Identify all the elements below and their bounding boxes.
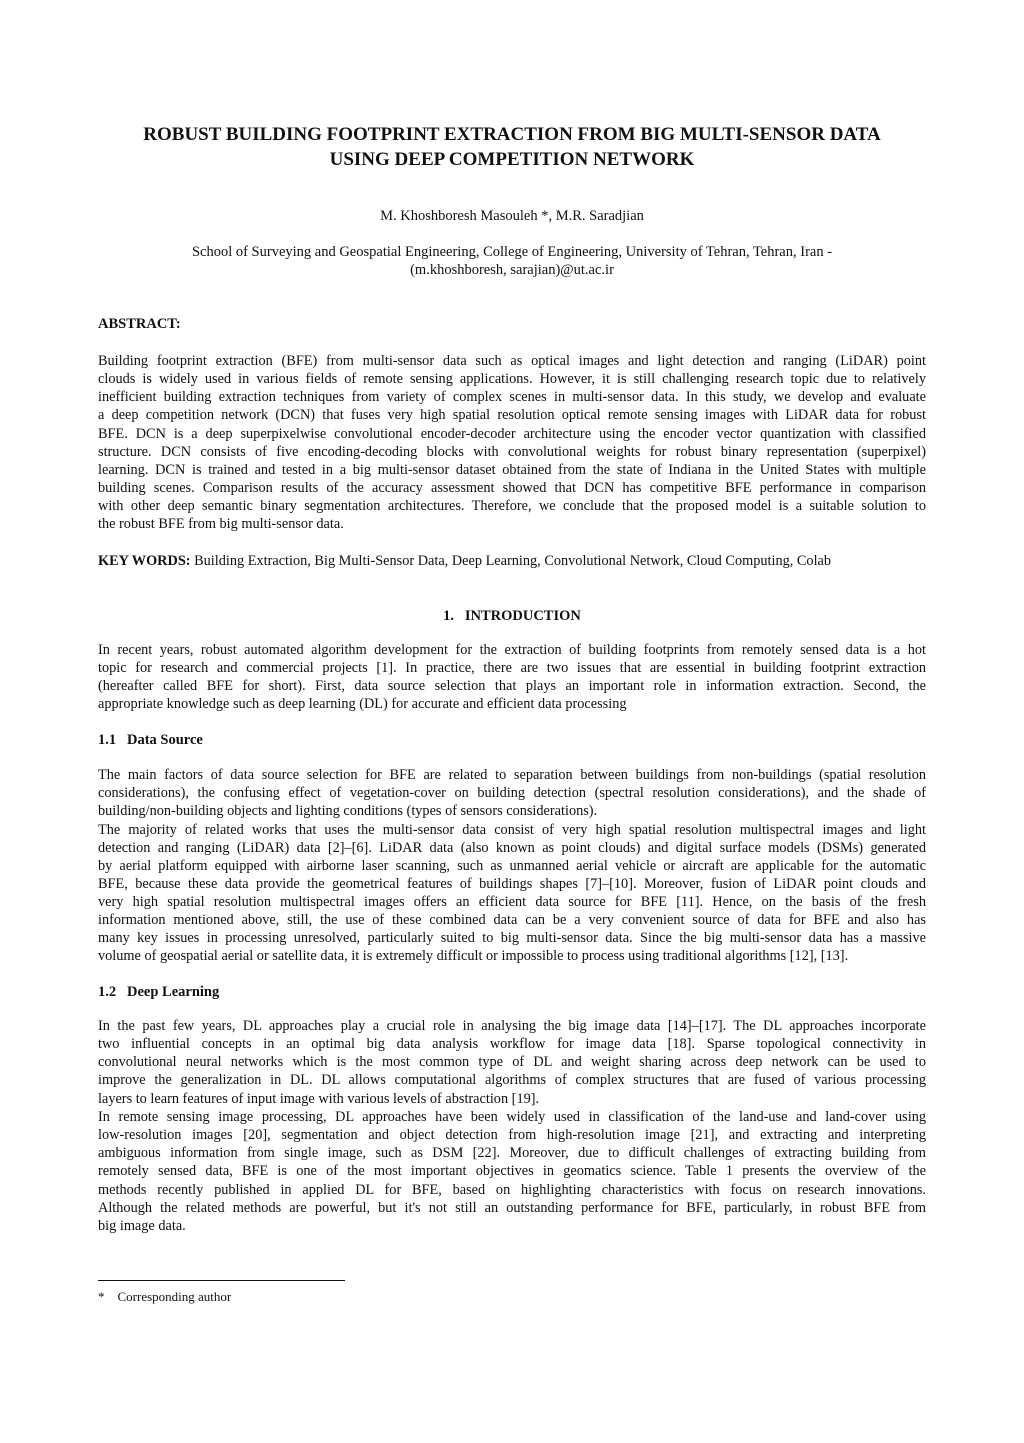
abstract-body xyxy=(98,352,926,533)
text-line: building/non-building objects and lighting conditions (types of sensors considerations). xyxy=(98,803,598,820)
text-line: clouds is widely used in various fields of remote sensing applications. However, it is still challenging research topic due to relatively xyxy=(98,371,926,388)
text-line: BFE, because these data provide the geometrical features of buildings shapes [7]–[10]. Moreover, fusion of LiDAR point clouds and xyxy=(98,875,926,892)
text-line: layers to learn features of input image with various levels of abstraction [19]. xyxy=(98,1090,540,1107)
introduction-body xyxy=(98,641,926,714)
deep-learning-para-2 xyxy=(98,1108,926,1235)
text-line: detection and ranging (LiDAR) data [2]–[6]. LiDAR data (also known as point clouds) and digital surface models (DSMs) generated xyxy=(98,839,926,856)
text-line: by aerial platform equipped with airborne laser scanning, such as unmanned aerial vehicle or aircraft are applicable for the automatic xyxy=(98,857,926,874)
data-source-para-2 xyxy=(98,821,926,966)
text-line: improve the generalization in DL. DL allows computational algorithms of complex structures that are fused of various processing xyxy=(98,1072,926,1089)
data-source-para-1 xyxy=(98,766,926,820)
affiliation xyxy=(60,243,964,279)
text-line: ambiguous information from single image, such as DSM [22]. Moreover, due to difficult challenges of extracting building from xyxy=(98,1145,926,1162)
text-line: two influential concepts in an optimal big data analysis workflow for image data [18]. Sparse topological connectivity in xyxy=(98,1036,926,1053)
text-line: inefficient building extraction techniques from variety of complex scenes in multi-sensor data. In this study, we develop and evaluate xyxy=(98,389,926,406)
keywords-text: Building Extraction, Big Multi-Sensor Data, Deep Learning, Convolutional Network, Cloud Computing, Colab xyxy=(190,553,832,569)
text-line: The majority of related works that uses the multi-sensor data consist of very high spatial resolution multispectral images and light xyxy=(98,821,926,838)
text-line: (hereafter called BFE for short). First, data source selection that plays an important role in information extraction. Second, the xyxy=(98,678,926,695)
text-line: with other deep semantic binary segmentation architectures. Therefore, we conclude that the proposed model is a suitable solution to xyxy=(98,498,926,515)
text-line: In the past few years, DL approaches play a crucial role in analysing the big image data [14]–[17]. The DL approaches incorporate xyxy=(98,1018,926,1034)
paper-title xyxy=(60,122,964,172)
text-line: In remote sensing image processing, DL approaches have been widely used in classification of the land-use and land-cover using xyxy=(98,1109,926,1125)
keywords-label: KEY WORDS: xyxy=(98,553,191,569)
text-line: convolutional neural networks which is the most common type of DL and weight sharing across deep network can be used to xyxy=(98,1054,926,1071)
text-line: many key issues in processing unresolved, particularly suited to big multi-sensor data. Since the big multi-sensor data has a massive xyxy=(98,930,926,947)
subsection-heading-deep-learning: 1.2 Deep Learning xyxy=(98,984,220,1000)
text-line: a deep competition network (DCN) that fuses very high spatial resolution optical remote sensing images with LiDAR data for robust xyxy=(98,407,926,424)
text-line: The main factors of data source selection for BFE are related to separation between buildings from non-buildings (spatial resolution xyxy=(98,767,926,783)
text-line: building scenes. Comparison results of the accuracy assessment showed that DCN has competitive BFE performance in comparison xyxy=(98,479,926,496)
text-line: Although the related methods are powerful, but it's not still an outstanding performance for BFE, particularly, in robust BFE from xyxy=(98,1199,926,1216)
text-line: In recent years, robust automated algorithm development for the extraction of building footprints from remotely sensed data is a hot xyxy=(98,642,926,658)
subsection-heading-data-source: 1.1 Data Source xyxy=(98,732,203,748)
title-line: USING DEEP COMPETITION NETWORK xyxy=(329,149,695,170)
affiliation-email: (m.khoshboresh, sarajian)@ut.ac.ir xyxy=(410,262,614,278)
text-line: low-resolution images [20], segmentation and object detection from high-resolution image [21], and extracting and interpreting xyxy=(98,1127,926,1144)
authors: M. Khoshboresh Masouleh *, M.R. Saradjian xyxy=(380,208,644,224)
text-line: appropriate knowledge such as deep learning (DL) for accurate and efficient data processing xyxy=(98,696,627,713)
text-line: structure. DCN consists of five encoding-decoding blocks with convolutional weights for robust binary representation (superpixel) xyxy=(98,443,926,460)
text-line: remotely sensed data, BFE is one of the most important objectives in geomatics science. Table 1 presents the overview of the xyxy=(98,1163,926,1180)
text-line: considerations), the confusing effect of vegetation-cover on building detection (spectral resolution considerations), and the shade of xyxy=(98,785,926,802)
affiliation-line: School of Surveying and Geospatial Engineering, College of Engineering, University of Tehran, Tehran, Iran - xyxy=(191,244,833,260)
text-line: very high spatial resolution multispectral images offers an efficient data source for BFE [11]. Hence, on the basis of the fresh xyxy=(98,894,926,911)
text-line: methods recently published in applied DL for BFE, based on highlighting characteristics with focus on research innovations. xyxy=(98,1181,926,1198)
text-line: big image data. xyxy=(98,1217,186,1234)
abstract-heading: ABSTRACT: xyxy=(98,316,181,332)
section-heading-introduction: 1. INTRODUCTION xyxy=(443,608,581,624)
text-line: the robust BFE from big multi-sensor data. xyxy=(98,516,344,533)
text-line: information mentioned above, still, the use of these combined data can be a very convenient source of data for BFE and also has xyxy=(98,912,926,929)
text-line: BFE. DCN is a deep superpixelwise convolutional encoder-decoder architecture using the encoder vector quantization with classified xyxy=(98,425,926,442)
text-line: topic for research and commercial projects [1]. In practice, there are two issues that are essential in building footprint extraction xyxy=(98,660,926,677)
footnote: * Corresponding author xyxy=(98,1289,232,1304)
title-line: ROBUST BUILDING FOOTPRINT EXTRACTION FROM BIG MULTI-SENSOR DATA xyxy=(143,124,881,145)
text-line: volume of geospatial aerial or satellite data, it is extremely difficult or impossible to process using traditional algorithms [12], [13]. xyxy=(98,948,849,965)
keywords xyxy=(98,552,926,570)
text-line: learning. DCN is trained and tested in a big multi-sensor dataset obtained from the state of Indiana in the United States with multiple xyxy=(98,461,926,478)
footnote-rule xyxy=(98,1280,345,1281)
deep-learning-para-1 xyxy=(98,1017,926,1108)
text-line: Building footprint extraction (BFE) from multi-sensor data such as optical images and light detection and ranging (LiDAR) point xyxy=(98,353,926,369)
